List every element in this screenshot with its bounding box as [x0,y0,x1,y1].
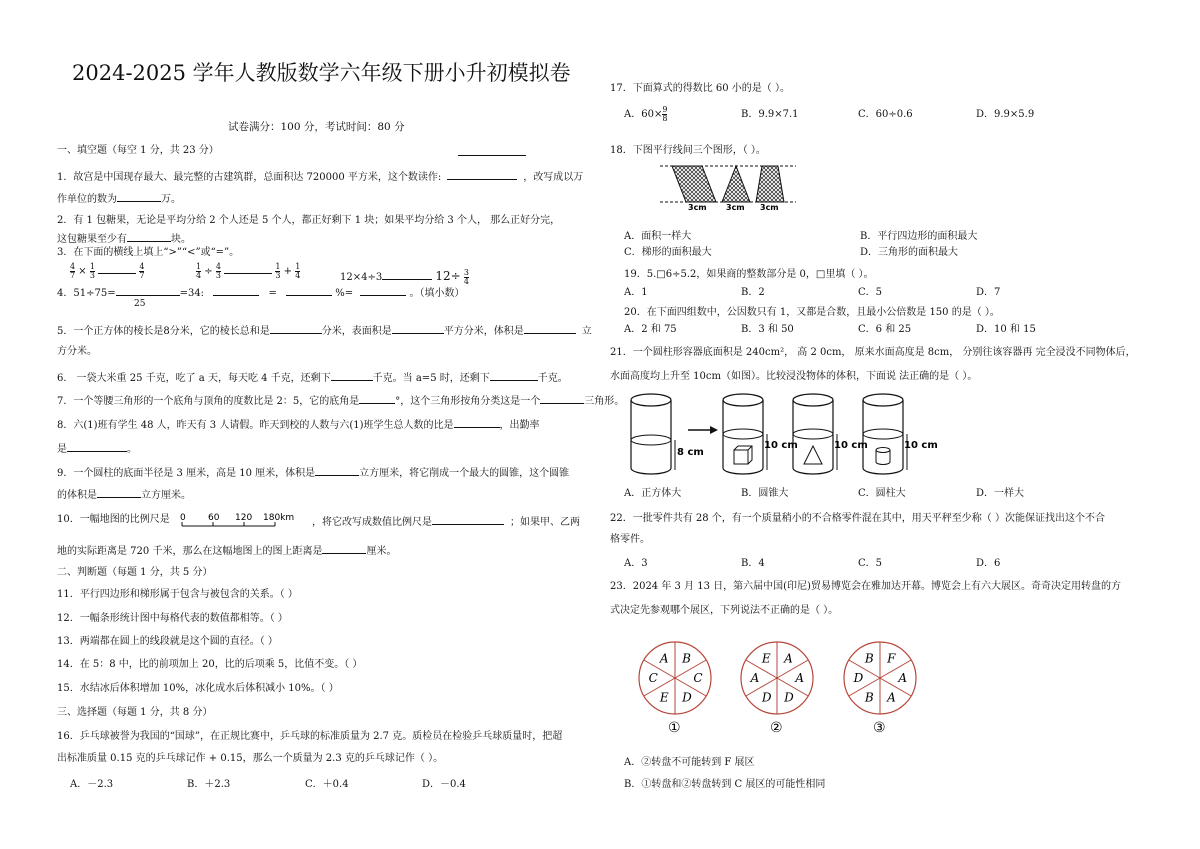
q16-option-c: C．＋0.4 [305,779,349,790]
spinner-sector-label: D [784,690,794,705]
q16-option-a: A．－2.3 [70,779,114,790]
q20-option-c: C．6 和 25 [858,324,912,335]
q21-option-c: C．圆柱大 [858,488,906,499]
height-label: 10 cm [834,440,868,451]
q4: 4．51÷75= =34: = %= 。（填小数） [57,284,464,301]
q19-option-b: B．2 [741,287,765,298]
spinner-sector-label: D [761,690,772,705]
q18-option-a: A．面积一样大 [624,231,692,242]
spinner-sector-label: A [795,671,804,685]
scale-bar [175,512,293,532]
q4-denominator: 25 [134,299,146,309]
section-3-header: 三、选择题（每题 1 分，共 8 分） [57,707,213,718]
q19-option-d: D．7 [976,287,1001,298]
spinner-sector-label: A [887,690,896,705]
q18-option-c: C．梯形的面积最大 [624,247,712,258]
triangle [722,166,750,202]
spinner-sector-label: E [659,690,669,705]
q21: 21．一个圆柱形容器底面积是 240cm²， 高 2 0cm， 原来水面高度是 8cm， 分别往该容器再 完全浸没不同物体后， [610,347,1136,358]
shape-label: 3cm [726,203,745,212]
spinner-sector-label: A [784,651,793,666]
height-label: 10 cm [764,440,798,451]
q23-option-a: A．②转盘不可能转到 F 展区 [624,757,755,768]
spinners-figure [630,636,930,742]
spinner-sector-label: A [898,671,907,685]
q2: 2．有 1 包糖果，无论是平均分给 2 个人还是 5 个人，都正好剩下 1 块；如果平均分给 3 个人， 那么正好分完， [57,215,561,226]
q11: 11．平行四边形和梯形属于包含与被包含的关系。（ ） [57,589,298,600]
scale-label: 0 [180,513,186,523]
q7: 7．一个等腰三角形的一个底角与顶角的度数比是 2：5，它的底角是 °，这个三角形按角分类这是一个 三角形。 [57,392,624,409]
q10: 10．一幅地图的比例尺是 [57,514,170,525]
q1-cont: 作单位的数为 万。 [57,190,181,207]
q18: 18．下图平行线间三个图形，（ ）。 [610,145,766,156]
q23: 23．2024 年 3 月 13 日，第六届中国(印尼)贸易博览会在雅加达开幕。博览会上有六大展区。奇奇决定用转盘的方 [610,581,1121,592]
spinner-sector-label: B [864,690,874,705]
q9: 9．一个圆柱的底面半径是 3 厘米，高是 10 厘米，体积是 立方厘米，将它削成一个最大的圆锥，这个圆锥 [57,464,569,481]
q16-cont: 出标准质量 0.15 克的乒乓球记作 + 0.15，那么一个质量为 2.3 克的乒乓球记作（ ）。 [57,753,444,764]
exam-info: 试卷满分：100 分，考试时间：80 分 [228,121,405,133]
arrow-icon [688,426,718,434]
spinner-1 [639,642,711,736]
height-label: 10 cm [904,440,938,451]
q22-option-c: C．5 [858,558,883,569]
spinner-2 [741,642,813,736]
q3: 3．在下面的横线上填上“>”“<”或“=”。 [57,247,240,258]
cylinder-with-cone [793,394,868,474]
q22-option-d: D．6 [976,558,1001,569]
q17-option-a: A．60× $\frac{9}{8}$ [624,105,668,123]
q3-expr-2: $\frac{1}{4}$ ÷ $\frac{4}{3}$ $\frac{1}{3}$ + $\frac{1}{4}$ [196,262,301,280]
q16-option-b: B．＋2.3 [187,779,231,790]
page-title: 2024-2025 学年人教版数学六年级下册小升初模拟卷 [72,61,571,85]
shape-label: 3cm [688,203,707,212]
q5-cont: 方分米。 [57,346,97,357]
q16: 16．乒乓球被誉为我国的“国球”，在正规比赛中，乒乓球的标准质量为 2.7 克。质检员在检验乒乓球质量时，把超 [57,731,563,742]
cylinder-with-cube [723,394,798,474]
scale-label: 180km [263,513,295,523]
q17-option-d: D．9.9×5.9 [976,109,1035,120]
spinner-sector-label: C [693,671,703,685]
q22-cont: 格零件。 [610,534,650,545]
q19-option-c: C．5 [858,287,883,298]
q23-option-b: B．①转盘和②转盘转到 C 展区的可能性相同 [624,779,826,790]
q21-option-a: A．正方体大 [624,488,682,499]
q17: 17．下面算式的得数比 60 小的是（ ）。 [610,83,790,94]
section-2-header: 二、判断题（每题 1 分，共 5 分） [57,567,213,578]
parallelogram [672,166,716,202]
small-cylinder-icon [876,448,890,465]
q8: 8．六(1)班有学生 48 人，昨天有 3 人请假。昨天到校的人数与六(1)班学生总人数的比是 ，出勤率 [57,416,540,433]
cylinder-figure [626,390,946,482]
q22-option-a: A．3 [624,558,648,569]
q10-cont: 地的实际距离是 720 千米，那么在这幅地图上的图上距离是 厘米。 [57,542,396,559]
spinner-sector-label: B [682,651,691,666]
cone-icon [804,446,822,464]
q23-cont: 式决定先参观哪个展区，下列说法不正确的是（ ）。 [610,605,839,616]
q18-option-d: D．三角形的面积最大 [860,247,959,258]
q5: 5．一个正方体的棱长是8分米，它的棱长总和是 分米，表面积是 平方分米，体积是 立 [57,322,592,339]
q8-cont: 是 。 [57,440,137,457]
spinner-sector-label: A [659,651,669,666]
q17-option-c: C．60÷0.6 [858,109,913,120]
spinner-number-label: ② [770,720,783,736]
q3-expr-3: 12×4÷3 12÷ $\frac{3}{4}$ [340,268,470,286]
q21-cont: 水面高度均上升至 10cm（如图）。比较浸没物体的体积，下面说 法正确的是（ ）。 [610,371,978,382]
score-blank [458,144,526,161]
shape-label: 3cm [760,203,779,212]
q16-option-d: D．－0.4 [422,779,466,790]
parallel-shapes-figure [660,160,800,212]
q20-option-d: D．10 和 15 [976,324,1036,335]
scale-label: 120 [235,513,253,523]
spinner-number-label: ① [668,720,681,736]
q22-option-b: B．4 [741,558,765,569]
q22: 22．一批零件共有 28 个，有一个质量稍小的不合格零件混在其中，用天平秤至少称（ ）次能保证找出这个不合 [610,513,1105,524]
q19: 19．5.□6÷5.2，如果商的整数部分是 0，□里填（ ）。 [624,269,874,280]
q9-cont: 的体积是 立方厘米。 [57,486,191,503]
q14: 14．在 5：8 中，比的前项加上 20，比的后项乘 5，比值不变。（ ） [57,659,363,670]
q21-option-b: B．圆锥大 [741,488,789,499]
q20-option-b: B．3 和 50 [741,324,794,335]
q15: 15．水结冰后体积增加 10%，冰化成水后体积减小 10%。（ ） [57,683,339,694]
spinner-sector-label: E [761,651,771,666]
section-1-header: 一、填空题（每空 1 分，共 23 分） [57,145,219,156]
spinner-sector-label: D [682,690,692,705]
spinner-sector-label: B [864,651,874,666]
trapezoid [756,166,784,202]
q19-option-a: A．1 [624,287,648,298]
q6: 6． 一袋大米重 25 千克，吃了 a 天，每天吃 4 千克，还剩下 千克。当 a=5 时，还剩下 千克。 [57,369,568,386]
q3-expr-1: $\frac{4}{7}$ × $\frac{1}{3}$ $\frac{4}{7}$ [70,262,145,280]
q20: 20．在下面四组数中，公因数只有 1，又都是合数，且最小公倍数是 150 的是（ ）。 [624,307,1000,318]
q18-option-b: B．平行四边形的面积最大 [860,231,978,242]
q20-option-a: A．2 和 75 [624,324,677,335]
cylinder-with-cylinder [863,394,938,474]
height-label: 8 cm [677,447,704,458]
spinner-sector-label: D [853,671,864,685]
spinner-sector-label: F [887,651,896,666]
q17-option-b: B．9.9×7.1 [741,109,799,120]
cylinder-original [631,394,704,474]
spinner-3 [844,642,916,736]
q13: 13．两端都在圆上的线段就是这个圆的直径。（ ） [57,636,278,647]
q10-b: ，将它改写成数值比例尺是 ；如果甲、乙两 [312,513,580,530]
q12: 12．一幅条形统计图中每格代表的数值都相等。（ ） [57,613,288,624]
q21-option-d: D．一样大 [976,488,1025,499]
scale-label: 60 [208,513,220,523]
cube-icon [734,450,748,464]
spinner-sector-label: A [750,671,760,685]
spinner-sector-label: C [648,671,658,685]
q2-cont: 这包糖果至少有 块。 [57,230,191,247]
q1: 1．故宫是中国现存最大、最完整的古建筑群，总面积达 720000 平方米，这个数读作: ，改写成以万 [57,168,583,185]
spinner-number-label: ③ [873,720,886,736]
